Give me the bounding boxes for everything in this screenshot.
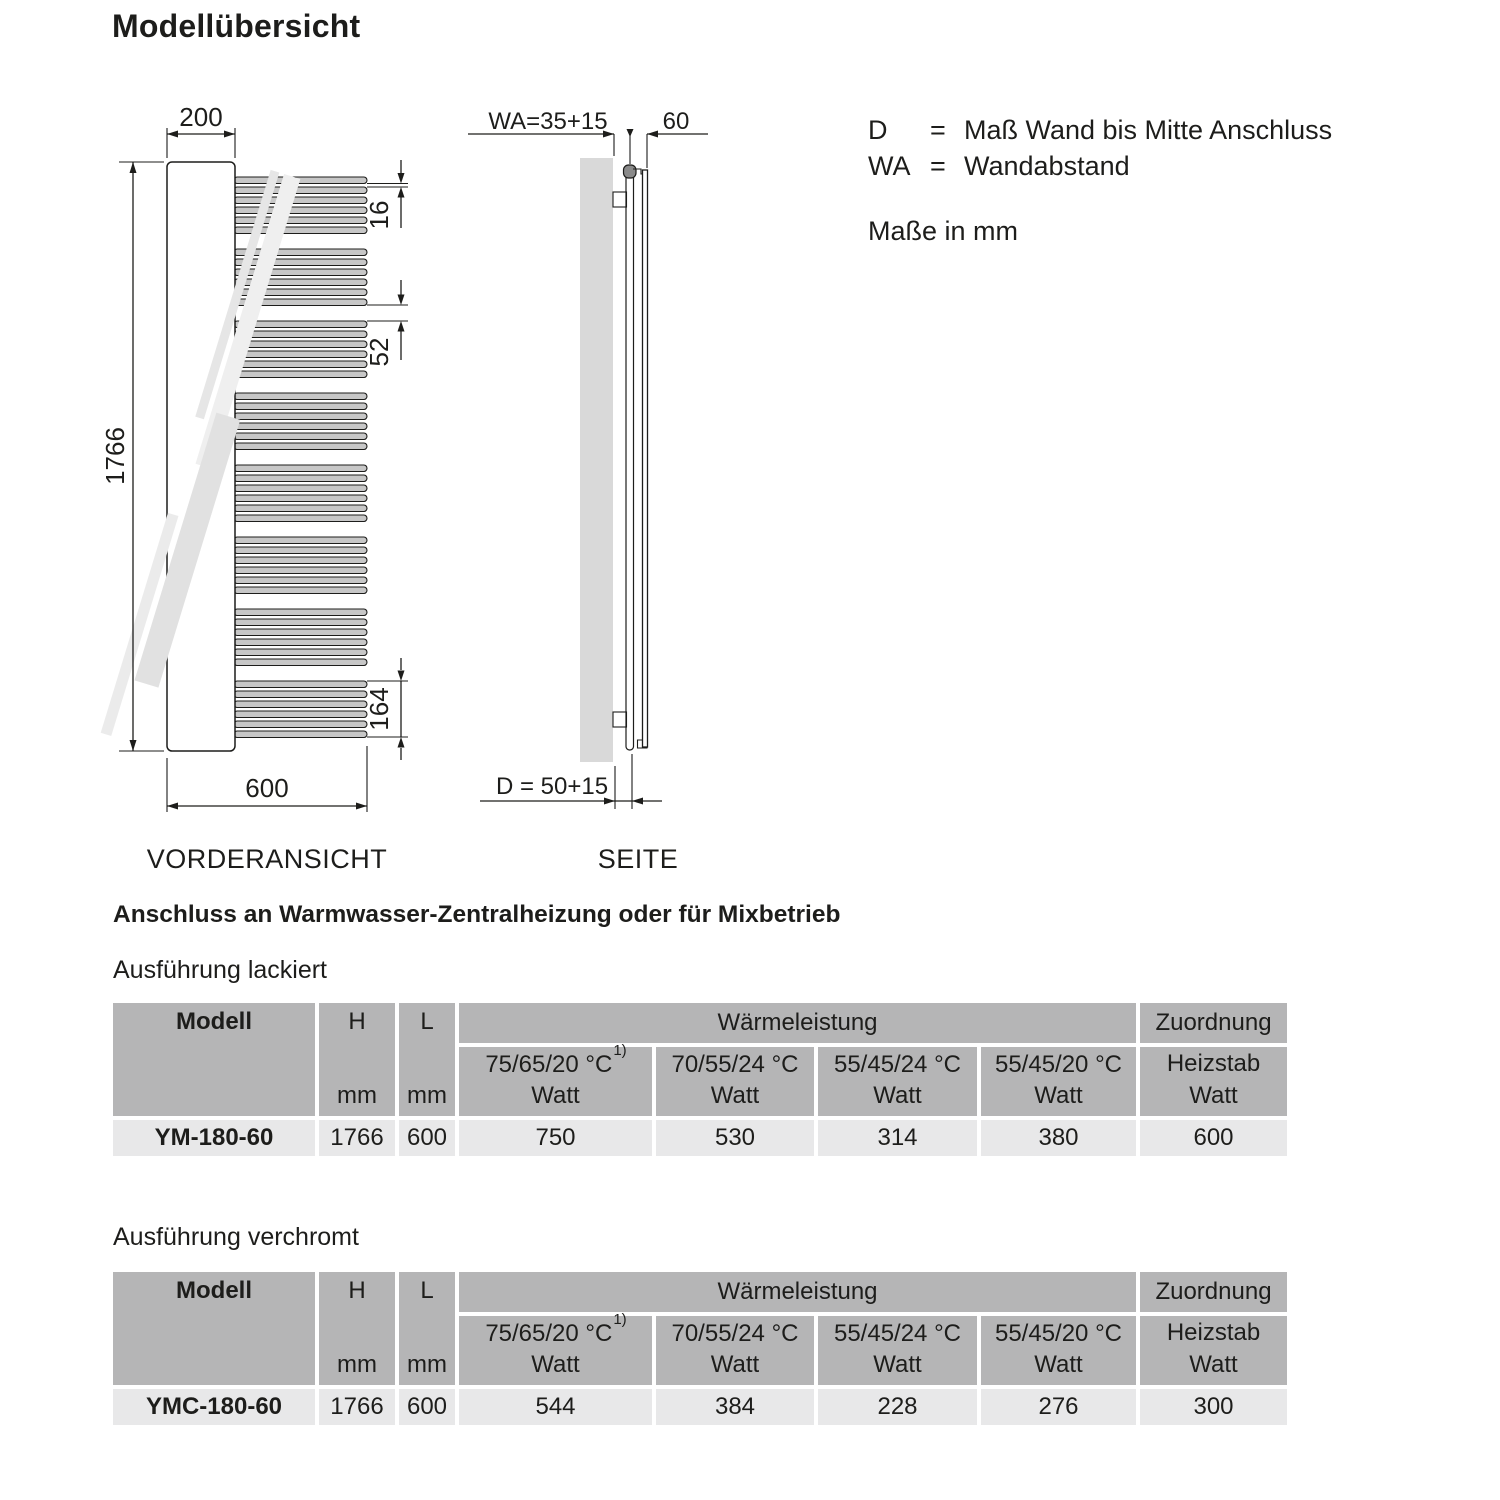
cell-watt-4: 276 [981, 1389, 1136, 1425]
spec-table-chromed [109, 1268, 1291, 1429]
header-temp-55-45-20: 55/45/20 °C Watt [981, 1047, 1136, 1116]
radiator-tube [234, 207, 367, 214]
dimension-52 [364, 280, 408, 366]
legend-term: D [868, 115, 888, 145]
wall-bracket-bottom [613, 712, 627, 727]
cell-watt-2: 530 [656, 1120, 814, 1156]
dimension-60 [647, 108, 708, 138]
header-l: L mm [399, 1003, 455, 1116]
radiator-tube [234, 443, 367, 450]
radiator-tube [234, 505, 367, 512]
header-temp-55-45-20: 55/45/20 °C Watt [981, 1316, 1136, 1385]
dimension-164 [364, 658, 408, 760]
radiator-tube [234, 187, 367, 194]
cell-heizstab: 300 [1140, 1389, 1287, 1425]
side-view-caption: SEITE [597, 844, 679, 874]
cell-watt-4: 380 [981, 1120, 1136, 1156]
svg-text:D = 50+15: D = 50+15 [495, 773, 609, 800]
dimension-wa [468, 108, 647, 168]
svg-text:WA=35+15: WA=35+15 [488, 108, 608, 135]
radiator-tube [234, 475, 367, 482]
side-tube [626, 167, 634, 750]
units-note: Maße in mm [868, 216, 1019, 246]
header-temp-55-45-24: 55/45/24 °C Watt [818, 1047, 977, 1116]
header-temp-70-55-24: 70/55/24 °C Watt [656, 1047, 814, 1116]
front-view-caption: VORDERANSICHT [146, 844, 388, 874]
radiator-tube [234, 721, 367, 728]
radiator-tube [234, 413, 367, 420]
front-view [99, 102, 408, 874]
header-assignment: Zuordnung [1140, 1003, 1287, 1043]
section-heading: Anschluss an Warmwasser-Zentralheizung oder für Mixbetrieb [113, 901, 841, 928]
radiator-tube [234, 177, 367, 184]
radiator-tube [234, 567, 367, 574]
radiator-tube [234, 547, 367, 554]
cell-model: YM-180-60 [113, 1120, 315, 1156]
radiator-tube [234, 731, 367, 738]
cell-watt-1: 544 [459, 1389, 652, 1425]
radiator-tube [234, 495, 367, 502]
radiator-tube [234, 537, 367, 544]
radiator-tube [234, 619, 367, 626]
header-temp-55-45-24: 55/45/24 °C Watt [818, 1316, 977, 1385]
table-row [113, 1120, 1287, 1156]
variant-label-lacquered: Ausführung lackiert [113, 956, 328, 984]
cell-h: 1766 [319, 1120, 395, 1156]
svg-text:52: 52 [364, 337, 394, 367]
dimension-600 [167, 746, 367, 812]
wall-bracket-top [613, 192, 627, 207]
page-title: Modellübersicht [112, 8, 361, 44]
radiator-tube [234, 331, 367, 338]
variant-label-chromed: Ausführung verchromt [113, 1223, 359, 1251]
cell-watt-1: 750 [459, 1120, 652, 1156]
header-assignment: Zuordnung [1140, 1272, 1287, 1312]
radiator-tube [234, 341, 367, 348]
svg-text:1766: 1766 [100, 427, 130, 485]
panel-side-edge [643, 170, 648, 747]
radiator-tube [234, 649, 367, 656]
header-model: Modell [113, 1003, 315, 1116]
header-heating-rod: Heizstab Watt [1140, 1316, 1287, 1385]
radiator-tube [234, 587, 367, 594]
radiator-tube [234, 515, 367, 522]
radiator-tube [234, 393, 367, 400]
cell-watt-3: 228 [818, 1389, 977, 1425]
tube-top-cap [624, 165, 637, 178]
radiator-tube [234, 465, 367, 472]
side-view [468, 108, 708, 874]
cell-watt-2: 384 [656, 1389, 814, 1425]
cell-model: YMC-180-60 [113, 1389, 315, 1425]
legend-term: WA [868, 151, 911, 181]
radiator-tube [234, 659, 367, 666]
legend-row-d [868, 112, 1332, 148]
radiator-tube [234, 639, 367, 646]
legend-eq: = [930, 115, 946, 145]
header-model: Modell [113, 1272, 315, 1385]
technical-drawing [0, 90, 780, 880]
header-h: H mm [319, 1003, 395, 1116]
radiator-tube [234, 403, 367, 410]
dimension-16 [364, 160, 408, 229]
legend-definition: Maß Wand bis Mitte Anschluss [964, 115, 1333, 145]
radiator-tube [234, 577, 367, 584]
svg-text:60: 60 [662, 108, 690, 135]
svg-text:164: 164 [364, 687, 394, 731]
radiator-tube [234, 361, 367, 368]
wall [580, 158, 613, 762]
header-temp-75-65-20: 75/65/20 °C$^{1)}$ Watt [459, 1047, 652, 1116]
radiator-tube [234, 711, 367, 718]
radiator-tube [234, 681, 367, 688]
cell-l: 600 [399, 1389, 455, 1425]
table-row [113, 1389, 1287, 1425]
dimension-200 [167, 102, 235, 158]
dimension-legend [868, 112, 1332, 184]
legend-eq: = [930, 151, 946, 181]
legend-definition: Wandabstand [964, 151, 1130, 181]
radiator-tube [234, 701, 367, 708]
svg-text:200: 200 [179, 102, 223, 132]
cell-watt-3: 314 [818, 1120, 977, 1156]
radiator-tube [234, 485, 367, 492]
header-heat-output: Wärmeleistung [459, 1003, 1136, 1043]
header-heating-rod: Heizstab Watt [1140, 1047, 1287, 1116]
svg-text:600: 600 [245, 773, 289, 803]
header-l: L mm [399, 1272, 455, 1385]
radiator-tube [234, 371, 367, 378]
radiator-tube [234, 629, 367, 636]
header-h: H mm [319, 1272, 395, 1385]
radiator-tube [234, 691, 367, 698]
radiator-tube [234, 197, 367, 204]
radiator-tube [234, 433, 367, 440]
tube-groups [234, 177, 367, 738]
radiator-tube [234, 217, 367, 224]
header-temp-75-65-20: 75/65/20 °C$^{1)}$ Watt [459, 1316, 652, 1385]
cell-heizstab: 600 [1140, 1120, 1287, 1156]
radiator-tube [234, 351, 367, 358]
radiator-tube [234, 259, 367, 266]
spec-table-lacquered [109, 999, 1291, 1160]
legend-row-wa [868, 148, 1332, 184]
radiator-tube [234, 423, 367, 430]
svg-text:16: 16 [364, 200, 394, 230]
radiator-tube [234, 609, 367, 616]
header-heat-output: Wärmeleistung [459, 1272, 1136, 1312]
cell-l: 600 [399, 1120, 455, 1156]
radiator-tube [234, 557, 367, 564]
header-temp-70-55-24: 70/55/24 °C Watt [656, 1316, 814, 1385]
cell-h: 1766 [319, 1389, 395, 1425]
dimension-d [480, 754, 662, 809]
